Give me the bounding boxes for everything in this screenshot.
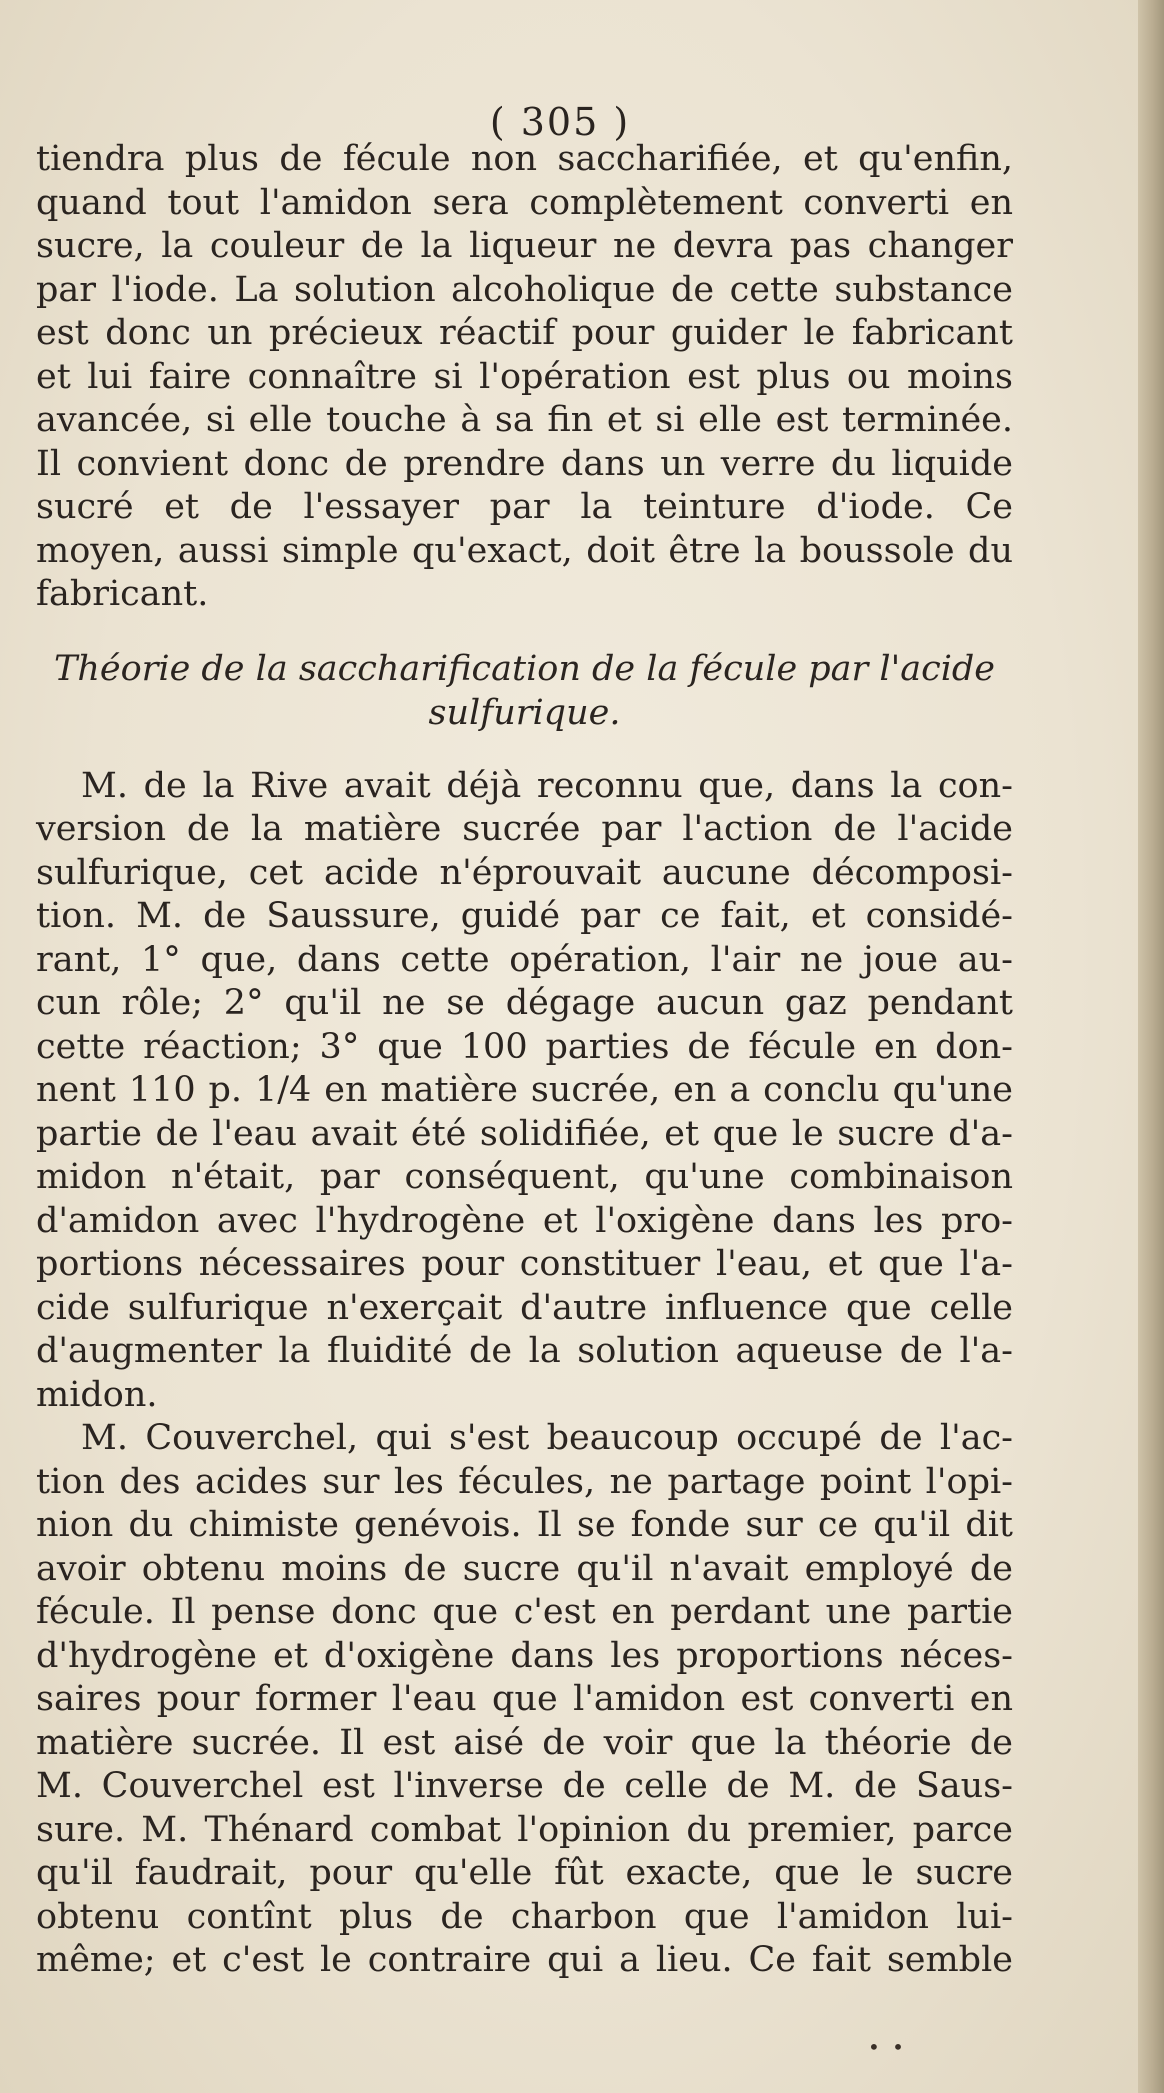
page-edge — [1138, 0, 1164, 2093]
text-line: cide sulfurique n'exerçait d'autre influence que celle — [36, 1287, 1013, 1328]
text-line: sucre, la couleur de la liqueur ne devra pas changer — [36, 226, 1013, 266]
text-line: saires pour former l'eau que l'amidon est converti en — [36, 1679, 1013, 1719]
text-line: tion des acides sur les fécules, ne partage point l'opi- — [36, 1461, 1013, 1502]
text-line: nent 110 p. 1/4 en matière sucrée, en a conclu qu'une — [36, 1070, 1013, 1110]
text-line: version de la matière sucrée par l'action de l'acide — [36, 809, 1013, 849]
text-line: sucré et de l'essayer par la teinture d'iode. Ce — [36, 487, 1013, 527]
text-line: qu'il faudrait, pour qu'elle fût exacte, que le sucre — [36, 1853, 1013, 1893]
text-line: tion. M. de Saussure, guidé par ce fait, et considé- — [36, 896, 1013, 936]
text-line: quand tout l'amidon sera complètement converti en — [36, 182, 1013, 223]
page-number: ( 305 ) — [489, 100, 631, 144]
text-line: avoir obtenu moins de sucre qu'il n'avait employé de — [36, 1548, 1013, 1589]
paragraph-couverchel — [36, 1417, 1013, 1983]
text-line: nion du chimiste genévois. Il se fonde sur ce qu'il dit — [36, 1505, 1013, 1545]
text-line: d'amidon avec l'hydrogène et l'oxigène dans les pro- — [36, 1200, 1013, 1241]
text-line: d'augmenter la fluidité de la solution aqueuse de l'a- — [36, 1331, 1013, 1371]
text-line: cette réaction; 3° que 100 parties de fécule en don- — [36, 1026, 1013, 1067]
text-line: sulfurique, cet acide n'éprouvait aucune décomposi- — [36, 852, 1013, 893]
heading-line: sulfurique. — [428, 692, 621, 733]
text-line: obtenu contînt plus de charbon que l'amidon lui- — [36, 1896, 1013, 1937]
text-line: cun rôle; 2° qu'il ne se dégage aucun gaz pendant — [36, 983, 1013, 1023]
text-line: avancée, si elle touche à sa fin et si elle est terminée. — [36, 400, 1013, 440]
text-line: matière sucrée. Il est aisé de voir que la théorie de — [36, 1722, 1013, 1763]
text-line: M. de la Rive avait déjà reconnu que, dans la con- — [81, 765, 1013, 806]
signature-mark: • • — [868, 2035, 907, 2059]
text-line: et lui faire connaître si l'opération est plus ou moins — [36, 356, 1013, 397]
text-line: M. Couverchel, qui s'est beaucoup occupé de l'ac- — [81, 1418, 1013, 1458]
text-line: midon n'était, par conséquent, qu'une combinaison — [36, 1157, 1013, 1197]
text-line: tiendra plus de fécule non saccharifiée, et qu'enfin, — [36, 139, 1013, 179]
text-line: est donc un précieux réactif pour guider le fabricant — [36, 313, 1013, 353]
page-body — [36, 138, 1013, 1983]
text-line: d'hydrogène et d'oxigène dans les proportions néces- — [36, 1635, 1013, 1676]
text-line: fécule. Il pense donc que c'est en perdant une partie — [36, 1592, 1013, 1632]
text-line: Il convient donc de prendre dans un verre du liquide — [36, 443, 1013, 484]
text-line: partie de l'eau avait été solidifiée, et que le sucre d'a- — [36, 1113, 1013, 1154]
text-line: rant, 1° que, dans cette opération, l'air ne joue au- — [36, 939, 1013, 980]
text-line: sure. M. Thénard combat l'opinion du premier, parce — [36, 1809, 1013, 1850]
text-line: M. Couverchel est l'inverse de celle de M. de Saus- — [36, 1766, 1013, 1806]
text-line: par l'iode. La solution alcoholique de cette substance — [36, 269, 1013, 310]
section-heading — [36, 647, 1013, 735]
text-line: même; et c'est le contraire qui a lieu. Ce fait semble — [36, 1940, 1013, 1980]
text-line: midon. — [36, 1374, 158, 1415]
intro-paragraph — [36, 138, 1013, 617]
text-line: moyen, aussi simple qu'exact, doit être la boussole du — [36, 530, 1013, 571]
text-line: portions nécessaires pour constituer l'eau, et que l'a- — [36, 1244, 1013, 1284]
heading-line: Théorie de la saccharification de la fécule par l'acide — [53, 648, 996, 689]
text-line: fabricant. — [36, 574, 209, 614]
paragraph-de-la-rive — [36, 765, 1013, 1418]
